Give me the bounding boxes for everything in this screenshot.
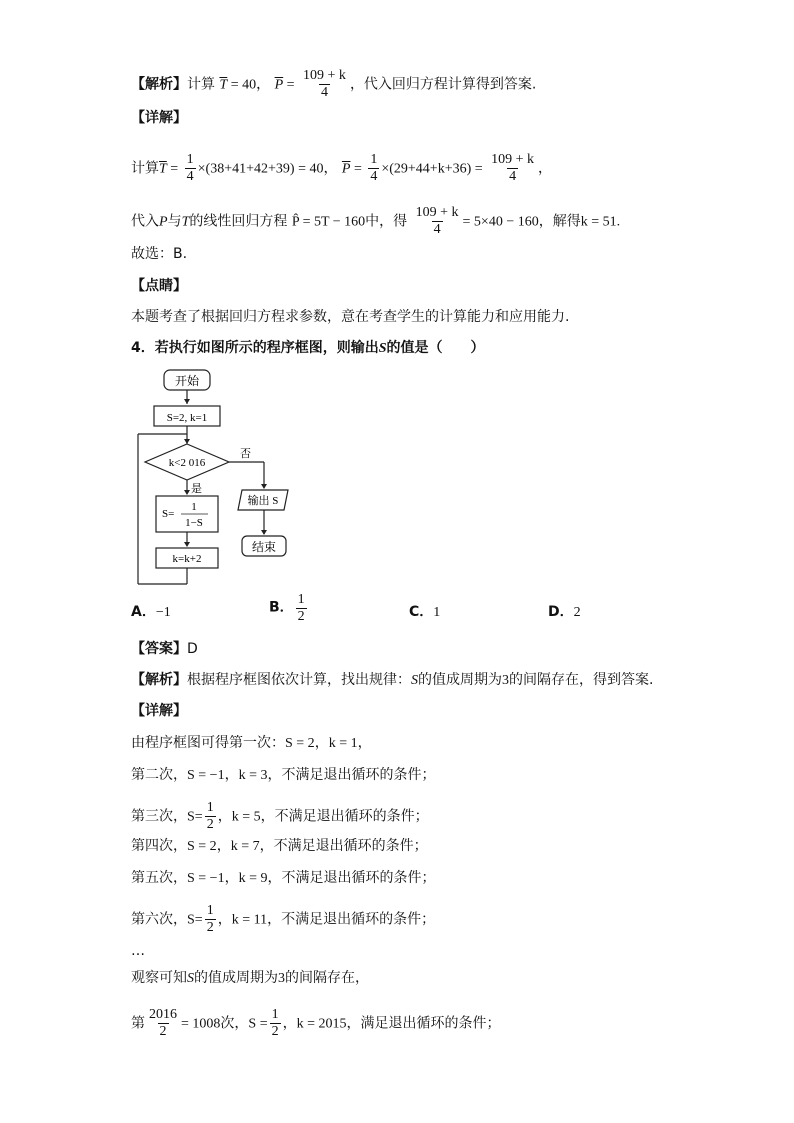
flow-assign-text: S=: [162, 508, 175, 520]
option-b: B． $\frac{1}{2}$: [269, 592, 305, 624]
comment-text: 本题考查了根据回归方程求参数，意在考查学生的计算能力和应用能力.: [131, 309, 570, 325]
program-flowchart: [134, 364, 304, 590]
analysis-label: 【解析】: [131, 76, 187, 93]
analysis-line-1: 【解析】计算 $\overline{T} = 40$， $\overline{P}$ = $\frac{109 + k}{4}$ ，代入回归方程计算得到答案.: [131, 68, 537, 100]
answer-line: 【答案】D: [131, 641, 198, 657]
flow-assign-den: 1−S: [185, 517, 203, 529]
flow-no-label: 否: [240, 448, 251, 460]
fraction: $\frac{109 + k}{4}$: [303, 68, 346, 100]
detail-label: 【详解】: [131, 110, 187, 126]
detail-line-2: 代入P与T的线性回归方程 P̂ = 5T − 160中，得 $\frac{109 + k}{4}$ = 5×40 − 160，解得k = 51.: [131, 205, 621, 237]
flow-output-text: 输出 S: [247, 495, 279, 507]
ellipsis: …: [131, 943, 145, 959]
step-1: 由程序框图可得第一次：S = 2，k = 1，: [131, 735, 372, 751]
step-6: 第六次，S= $\frac{1}{2}$ ，k = 11，不满足退出循环的条件；: [131, 903, 436, 935]
option-c: C．1: [409, 604, 441, 620]
step-3: 第三次，S= $\frac{1}{2}$ ，k = 5，不满足退出循环的条件；: [131, 800, 429, 832]
analysis-line-2: 【解析】根据程序框图依次计算，找出规律：S的值成周期为3的间隔存在，得到答案.: [131, 672, 654, 688]
detail-label-2: 【详解】: [131, 703, 187, 719]
fraction: $\frac{1}{4}$: [186, 152, 194, 184]
fraction: $\frac{1}{4}$: [370, 152, 378, 184]
option-a: A．−1: [131, 604, 171, 620]
flow-yes-label: 是: [191, 483, 202, 495]
question-4-title: 4．若执行如图所示的程序框图，则输出S的值是（ ）: [131, 340, 485, 356]
fraction: $\frac{109 + k}{4}$: [491, 152, 535, 184]
comment-label: 【点睛】: [131, 278, 187, 294]
flow-condition-text: k<2 016: [168, 457, 206, 469]
choice-result: 故选：B.: [131, 246, 188, 262]
step-5: 第五次，S = −1，k = 9，不满足退出循环的条件；: [131, 870, 436, 886]
last-step: 第 $\frac{2016}{2}$ = 1008次，S = $\frac{1}{2}$ ，k = 2015，满足退出循环的条件；: [131, 1007, 501, 1039]
observe-line: 观察可知S的值成周期为3的间隔存在，: [131, 970, 369, 986]
flow-init-text: S=2, k=1: [166, 412, 208, 424]
flow-end-text: 结束: [251, 540, 277, 554]
detail-line-1: 计算$\overline{T}$ = $\frac{1}{4}$ ×(38+41+42+39) = 40， $\overline{P}$ = $\frac{1}{4}$ ×(29+44+k+36) = $\frac{109 + k}{4}$ ，: [131, 152, 553, 184]
flow-increment-text: k=k+2: [172, 553, 202, 565]
flow-start-text: 开始: [174, 374, 200, 388]
step-4: 第四次，S = 2，k = 7，不满足退出循环的条件；: [131, 838, 428, 854]
option-d: D．2: [548, 604, 581, 620]
fraction: $\frac{109 + k}{4}$: [415, 205, 459, 237]
flow-assign-num: 1: [191, 501, 197, 513]
step-2: 第二次，S = −1，k = 3，不满足退出循环的条件；: [131, 767, 436, 783]
